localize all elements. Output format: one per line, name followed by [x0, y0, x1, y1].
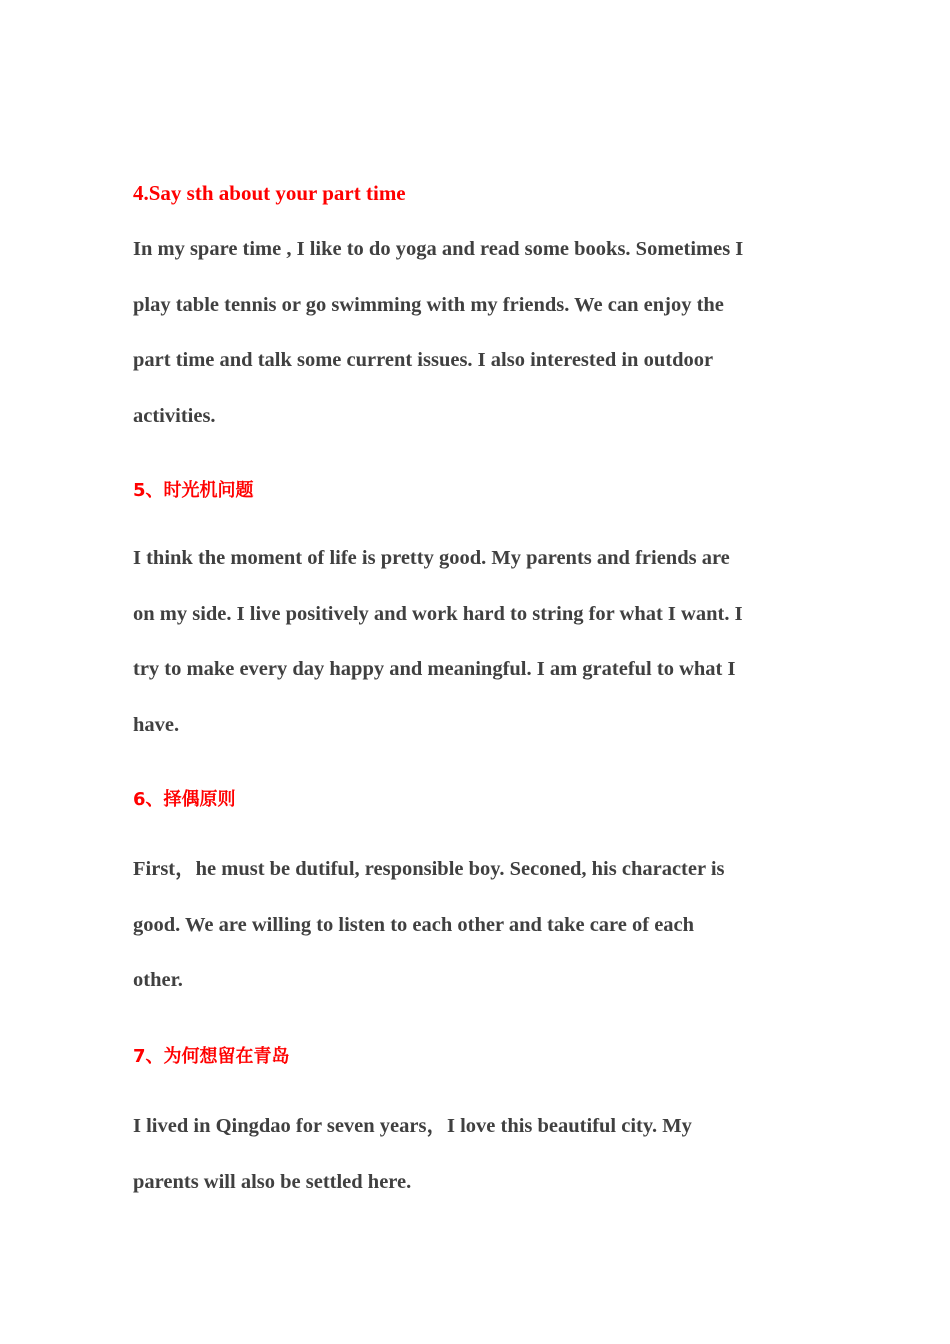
- paragraph-line: First，he must be dutiful, responsible boy. Seconed, his character is: [133, 858, 725, 880]
- paragraph-line: activities.: [133, 404, 216, 427]
- paragraph-line: have.: [133, 713, 180, 736]
- section-paragraph-6: [133, 842, 823, 1009]
- section-heading-7: 7、为何想留在青岛: [133, 1046, 290, 1067]
- section-paragraph-4: [133, 222, 823, 444]
- section-heading-5: 5、时光机问题: [133, 480, 254, 501]
- paragraph-line: I think the moment of life is pretty good. My parents and friends are: [133, 547, 730, 569]
- paragraph-line: try to make every day happy and meaningful. I am grateful to what I: [133, 658, 736, 680]
- paragraph-line: on my side. I live positively and work hard to string for what I want. I: [133, 602, 743, 625]
- section-paragraph-5: [133, 531, 823, 753]
- paragraph-line: play table tennis or go swimming with my friends. We can enjoy the: [133, 293, 724, 316]
- paragraph-line: other.: [133, 969, 183, 991]
- section-heading-4: 4.Say sth about your part time: [133, 181, 406, 205]
- paragraph-line: I lived in Qingdao for seven years，I love this beautiful city. My: [133, 1115, 692, 1137]
- section-heading-6: 6、择偶原则: [133, 789, 236, 810]
- paragraph-line: part time and talk some current issues. I also interested in outdoor: [133, 349, 714, 371]
- paragraph-line: good. We are willing to listen to each other and take care of each: [133, 913, 695, 936]
- paragraph-line: parents will also be settled here.: [133, 1170, 412, 1193]
- section-paragraph-7: [133, 1099, 823, 1210]
- paragraph-line: In my spare time , I like to do yoga and read some books. Sometimes I: [133, 238, 744, 260]
